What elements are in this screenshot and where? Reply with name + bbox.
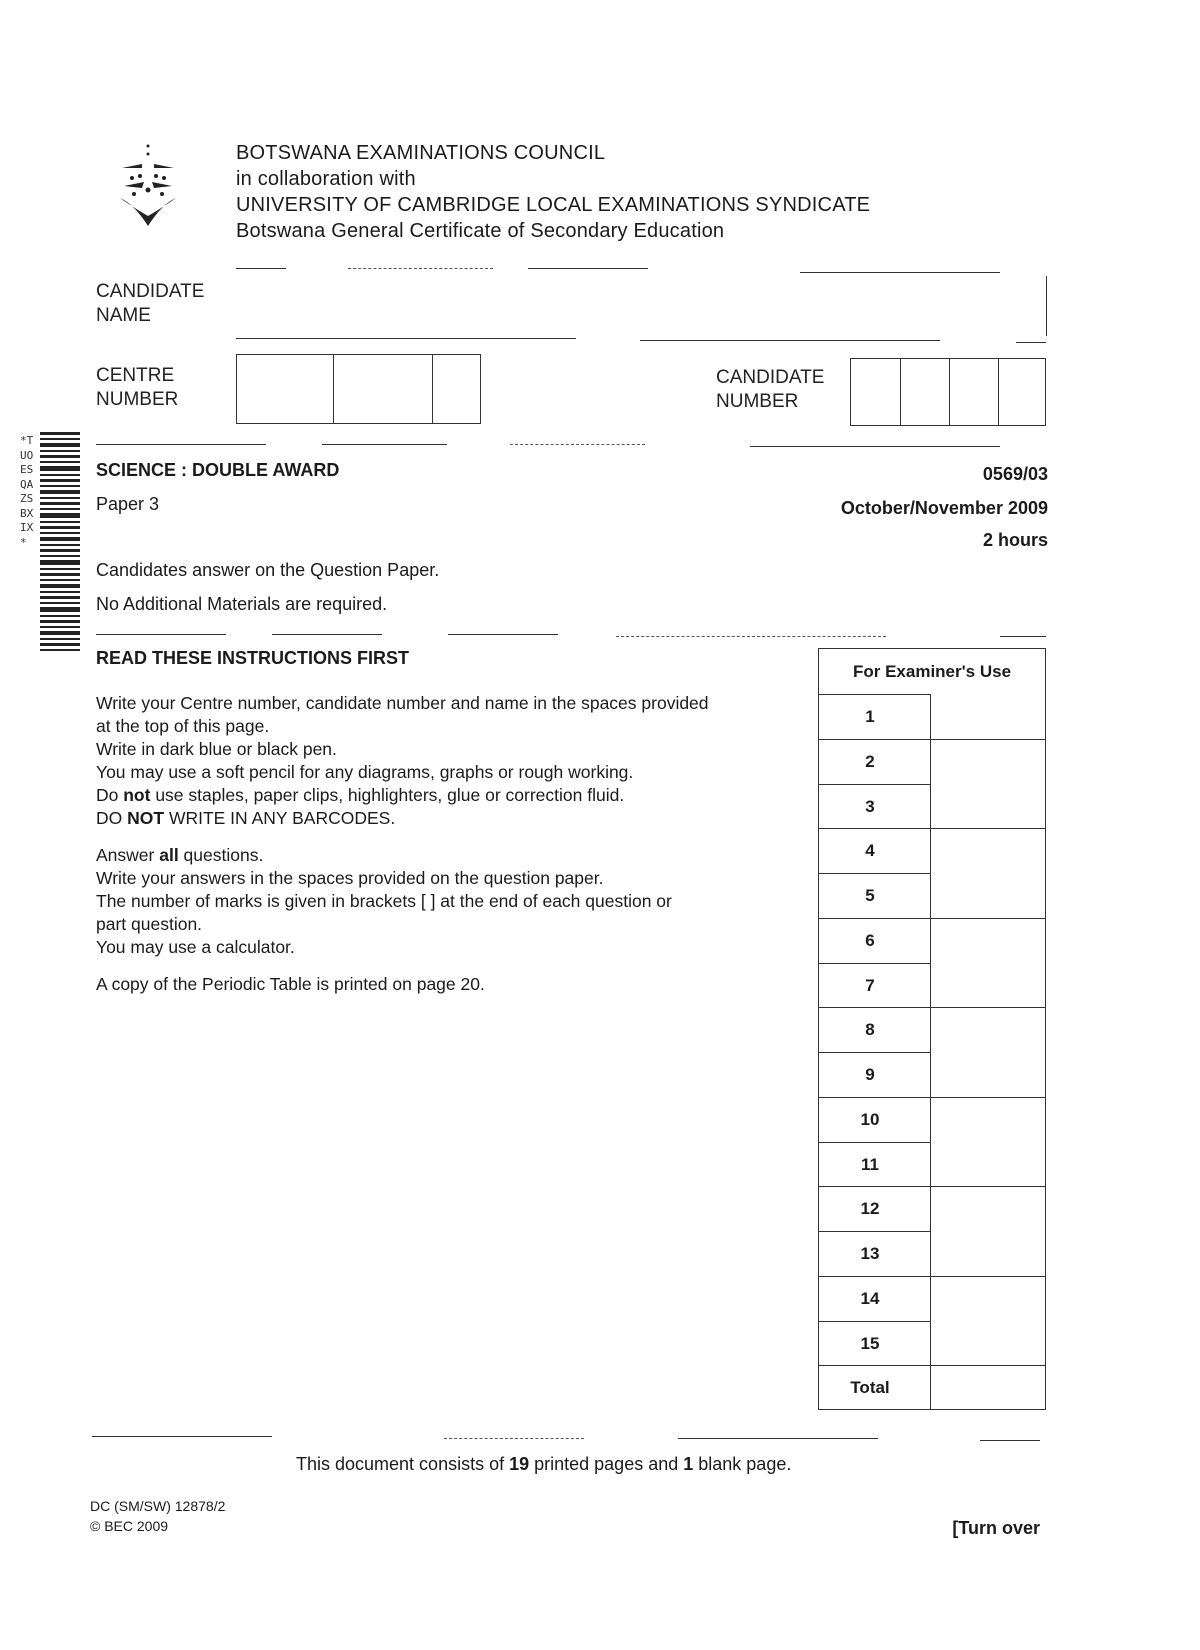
examiner-row-divider [818,694,930,695]
answer-on-text: Candidates answer on the Question Paper. [96,560,440,580]
examiner-row-divider [818,1007,1046,1008]
examiner-row-divider [818,1097,1046,1098]
examiner-question-number: 11 [861,1154,879,1174]
examiner-mark-cell[interactable] [932,786,1044,827]
subject-title: SCIENCE : DOUBLE AWARD [96,460,340,480]
examiner-row-divider [818,1365,1046,1366]
centre-number-box[interactable] [236,354,481,424]
examiner-mark-cell[interactable] [932,1099,1044,1140]
examiner-mark-cell[interactable] [932,1367,1044,1408]
examiner-mark-cell[interactable] [932,875,1044,916]
candidate-name-label: CANDIDATE NAME [96,281,205,326]
instruction-line: DO NOT WRITE IN ANY BARCODES. [96,808,396,828]
examiner-row-divider [818,963,930,964]
examiner-mark-cell[interactable] [932,920,1044,961]
examiner-row-divider [818,1186,1046,1187]
examiner-question-number: 3 [865,796,875,816]
instruction-line: You may use a calculator. [96,937,295,957]
examiner-mark-cell[interactable] [932,1188,1044,1229]
candidate-number-label: CANDIDATE NUMBER [716,367,825,412]
exam-session: October/November 2009 [840,498,1048,518]
barcode [28,432,80,652]
examiner-row-divider [818,1052,930,1053]
turn-over: [Turn over [952,1518,1040,1538]
instruction-line: A copy of the Periodic Table is printed on page 20. [96,974,485,994]
examiner-question-number: 14 [860,1288,880,1308]
exam-duration: 2 hours [982,530,1048,550]
examiner-row-divider [818,1231,930,1232]
examiner-mark-cell[interactable] [932,1009,1044,1050]
examiner-question-number: 8 [865,1020,875,1040]
examiner-mark-cell[interactable] [932,696,1044,737]
examiner-mark-cell[interactable] [932,1278,1044,1319]
materials-text: No Additional Materials are required. [96,594,388,614]
examiner-mark-cell[interactable] [932,741,1044,782]
examiner-question-number: 12 [860,1199,880,1219]
certificate-name: Botswana General Certificate of Secondary Education [236,220,725,242]
examiner-question-number: 2 [865,751,875,771]
examiner-question-number: 5 [865,886,875,905]
instruction-line: at the top of this page. [96,716,270,736]
instruction-line: Do not use staples, paper clips, highlighters, glue or correction fluid. [96,785,625,805]
bec-logo [112,140,184,232]
examiner-mark-cell[interactable] [932,1144,1044,1185]
instruction-line: Write in dark blue or black pen. [96,739,337,759]
examiner-question-number: 13 [860,1244,880,1263]
instruction-line: The number of marks is given in brackets [ ] at the end of each question or [96,891,672,911]
examiner-mark-cell[interactable] [932,1054,1044,1095]
copyright: © BEC 2009 [90,1518,169,1534]
examiner-question-number: 1 [865,707,875,726]
paper-number: Paper 3 [96,494,160,514]
collab-text: in collaboration with [236,168,416,190]
examiner-question-number: 9 [865,1065,875,1084]
instruction-line: Answer all questions. [96,845,264,865]
instructions-body [96,692,796,996]
instruction-line: You may use a soft pencil for any diagrams, graphs or rough working. [96,762,634,782]
syndicate-name: UNIVERSITY OF CAMBRIDGE LOCAL EXAMINATIONS SYNDICATE [236,194,871,216]
examiner-question-number: 7 [865,975,875,995]
examiner-row-divider [818,873,930,874]
document-reference: DC (SM/SW) 12878/2 [90,1498,226,1514]
examiner-mark-cell[interactable] [932,830,1044,871]
candidate-number-box[interactable] [850,358,1046,426]
page-count-text: This document consists of 19 printed pages and 1 blank page. [296,1454,792,1474]
examiner-mark-cell[interactable] [932,1233,1044,1274]
examiner-row-divider [818,739,1046,740]
examiner-row-divider [818,784,930,785]
barcode-text: *TUOESQAZSBXIX* [20,434,34,549]
instruction-line: Write your Centre number, candidate number and name in the spaces provided [96,693,709,713]
examiner-row-divider [818,828,1046,829]
examiner-question-number: 4 [865,841,875,861]
examiner-mark-cell[interactable] [932,1323,1044,1364]
instruction-line: Write your answers in the spaces provided on the question paper. [96,868,604,888]
instruction-line: part question. [96,914,203,934]
candidate-name-field[interactable] [236,272,1044,338]
centre-number-label: CENTRE NUMBER [96,365,179,410]
examiner-title: For Examiner's Use [852,662,1012,681]
instructions-heading: READ THESE INSTRUCTIONS FIRST [96,648,410,668]
examiner-question-number: 10 [860,1109,880,1129]
council-name: BOTSWANA EXAMINATIONS COUNCIL [236,142,606,164]
examiner-row-divider [818,1142,930,1143]
paper-code: 0569/03 [982,464,1048,484]
examiner-row-divider [818,918,1046,919]
examiner-question-number: 15 [860,1333,880,1353]
examiner-row-divider [818,1321,930,1322]
examiner-mark-cell[interactable] [932,965,1044,1006]
examiner-question-number: 6 [865,930,875,950]
examiner-row-divider [818,1276,1046,1277]
examiner-total-label: Total [850,1378,890,1398]
